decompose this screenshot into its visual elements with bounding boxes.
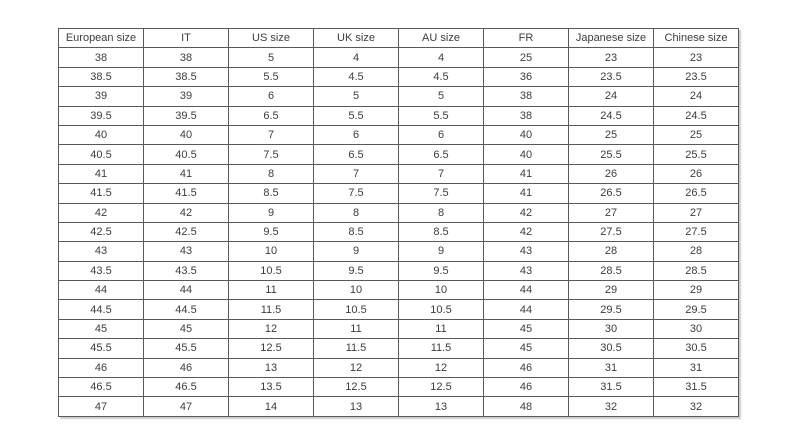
table-cell: 38 [484,87,569,106]
table-cell: 42 [144,203,229,222]
table-cell: 9 [399,242,484,261]
table-cell: 29 [654,281,739,300]
table-cell: 4.5 [314,67,399,86]
table-cell: 28.5 [654,261,739,280]
table-cell: 48 [484,397,569,416]
table-cell: 38.5 [59,67,144,86]
table-cell: 42 [484,222,569,241]
table-row [59,261,739,280]
header-row [59,29,739,48]
table-cell: 41 [144,164,229,183]
table-cell: 27.5 [569,222,654,241]
table-cell: 11.5 [314,339,399,358]
table-cell: 44 [59,281,144,300]
table-cell: 43 [484,242,569,261]
table-cell: 11.5 [229,300,314,319]
table-cell: 4.5 [399,67,484,86]
table-cell: 26.5 [569,184,654,203]
table-cell: 32 [569,397,654,416]
table-cell: 46 [484,378,569,397]
table-cell: 5 [399,87,484,106]
table-cell: 38 [144,48,229,67]
table-cell: 40 [484,125,569,144]
table-cell: 13 [314,397,399,416]
table-cell: 45.5 [59,339,144,358]
table-cell: 32 [654,397,739,416]
table-cell: 45 [144,319,229,338]
table-cell: 10.5 [399,300,484,319]
table-cell: 6 [314,125,399,144]
table-cell: 4 [314,48,399,67]
table-cell: 4 [399,48,484,67]
table-cell: 45 [484,339,569,358]
table-cell: 7 [314,164,399,183]
table-cell: 10 [314,281,399,300]
table-cell: 31 [654,358,739,377]
table-row [59,67,739,86]
table-cell: 23 [569,48,654,67]
table-cell: 26 [569,164,654,183]
table-cell: 25 [484,48,569,67]
table-cell: 7 [399,164,484,183]
table-cell: 28 [569,242,654,261]
table-cell: 38 [484,106,569,125]
column-header: Chinese size [654,29,739,48]
table-cell: 23.5 [569,67,654,86]
table-cell: 8.5 [399,222,484,241]
table-cell: 8 [399,203,484,222]
table-cell: 5.5 [399,106,484,125]
table-cell: 45 [484,319,569,338]
table-cell: 43 [144,242,229,261]
table-cell: 36 [484,67,569,86]
table-cell: 13.5 [229,378,314,397]
table-cell: 27 [654,203,739,222]
table-cell: 30 [569,319,654,338]
table-row [59,242,739,261]
table-cell: 31 [569,358,654,377]
table-row [59,378,739,397]
table-row [59,125,739,144]
table-row [59,339,739,358]
table-cell: 6 [229,87,314,106]
table-cell: 12 [399,358,484,377]
table-cell: 25.5 [654,145,739,164]
table-row [59,222,739,241]
table-cell: 46 [59,358,144,377]
table-cell: 25.5 [569,145,654,164]
table-cell: 12.5 [229,339,314,358]
table-cell: 40 [484,145,569,164]
table-cell: 24 [569,87,654,106]
table-cell: 46 [144,358,229,377]
column-header: Japanese size [569,29,654,48]
table-row [59,397,739,416]
size-table-header [59,29,739,48]
column-header: UK size [314,29,399,48]
table-cell: 24 [654,87,739,106]
table-cell: 10.5 [229,261,314,280]
table-cell: 14 [229,397,314,416]
table-row [59,358,739,377]
column-header: US size [229,29,314,48]
table-cell: 40 [59,125,144,144]
size-conversion-table [58,28,739,417]
table-cell: 24.5 [654,106,739,125]
table-row [59,145,739,164]
table-cell: 38 [59,48,144,67]
table-cell: 47 [144,397,229,416]
table-cell: 24.5 [569,106,654,125]
table-cell: 31.5 [654,378,739,397]
table-cell: 47 [59,397,144,416]
table-cell: 12 [229,319,314,338]
table-cell: 43 [59,242,144,261]
column-header: IT [144,29,229,48]
table-row [59,319,739,338]
table-cell: 40.5 [144,145,229,164]
table-cell: 8 [314,203,399,222]
table-cell: 31.5 [569,378,654,397]
table-cell: 46.5 [59,378,144,397]
table-cell: 40 [144,125,229,144]
table-cell: 10 [399,281,484,300]
table-cell: 41.5 [59,184,144,203]
table-cell: 11 [229,281,314,300]
table-cell: 12 [314,358,399,377]
table-row [59,300,739,319]
table-cell: 41 [484,184,569,203]
table-cell: 8 [229,164,314,183]
table-row [59,87,739,106]
table-cell: 6.5 [229,106,314,125]
table-cell: 40.5 [59,145,144,164]
table-cell: 9.5 [399,261,484,280]
table-row [59,106,739,125]
table-cell: 7.5 [314,184,399,203]
table-cell: 28 [654,242,739,261]
table-cell: 5 [314,87,399,106]
table-cell: 42.5 [144,222,229,241]
column-header: FR [484,29,569,48]
table-cell: 43 [484,261,569,280]
table-cell: 39.5 [59,106,144,125]
column-header: European size [59,29,144,48]
table-cell: 42 [484,203,569,222]
table-cell: 11 [399,319,484,338]
table-cell: 45.5 [144,339,229,358]
table-cell: 13 [399,397,484,416]
table-cell: 44 [144,281,229,300]
table-row [59,48,739,67]
table-cell: 39 [59,87,144,106]
table-cell: 6 [399,125,484,144]
table-cell: 10.5 [314,300,399,319]
table-cell: 12.5 [399,378,484,397]
table-cell: 27.5 [654,222,739,241]
table-cell: 23 [654,48,739,67]
table-cell: 28.5 [569,261,654,280]
table-cell: 5 [229,48,314,67]
table-cell: 42 [59,203,144,222]
table-row [59,164,739,183]
table-cell: 9.5 [229,222,314,241]
table-cell: 39 [144,87,229,106]
table-cell: 8.5 [314,222,399,241]
table-cell: 30.5 [569,339,654,358]
table-cell: 43.5 [59,261,144,280]
table-cell: 9 [314,242,399,261]
table-cell: 41 [484,164,569,183]
table-cell: 9 [229,203,314,222]
table-cell: 41.5 [144,184,229,203]
table-cell: 29 [569,281,654,300]
table-cell: 13 [229,358,314,377]
size-table-body [59,48,739,416]
table-cell: 44.5 [59,300,144,319]
table-cell: 39.5 [144,106,229,125]
table-cell: 23.5 [654,67,739,86]
table-cell: 7.5 [399,184,484,203]
table-cell: 8.5 [229,184,314,203]
table-cell: 25 [569,125,654,144]
table-cell: 44 [484,281,569,300]
table-cell: 45 [59,319,144,338]
table-cell: 26 [654,164,739,183]
table-cell: 38.5 [144,67,229,86]
table-cell: 5.5 [314,106,399,125]
table-cell: 6.5 [314,145,399,164]
table-cell: 7 [229,125,314,144]
table-cell: 43.5 [144,261,229,280]
table-cell: 46 [484,358,569,377]
column-header: AU size [399,29,484,48]
table-cell: 5.5 [229,67,314,86]
table-cell: 30.5 [654,339,739,358]
table-cell: 7.5 [229,145,314,164]
table-cell: 42.5 [59,222,144,241]
table-cell: 10 [229,242,314,261]
table-cell: 44.5 [144,300,229,319]
table-cell: 29.5 [654,300,739,319]
table-cell: 46.5 [144,378,229,397]
table-cell: 6.5 [399,145,484,164]
table-cell: 25 [654,125,739,144]
table-cell: 29.5 [569,300,654,319]
table-cell: 12.5 [314,378,399,397]
table-cell: 11 [314,319,399,338]
table-cell: 41 [59,164,144,183]
table-row [59,203,739,222]
table-cell: 11.5 [399,339,484,358]
table-cell: 44 [484,300,569,319]
table-cell: 26.5 [654,184,739,203]
table-cell: 27 [569,203,654,222]
table-cell: 30 [654,319,739,338]
table-row [59,281,739,300]
table-row [59,184,739,203]
table-cell: 9.5 [314,261,399,280]
